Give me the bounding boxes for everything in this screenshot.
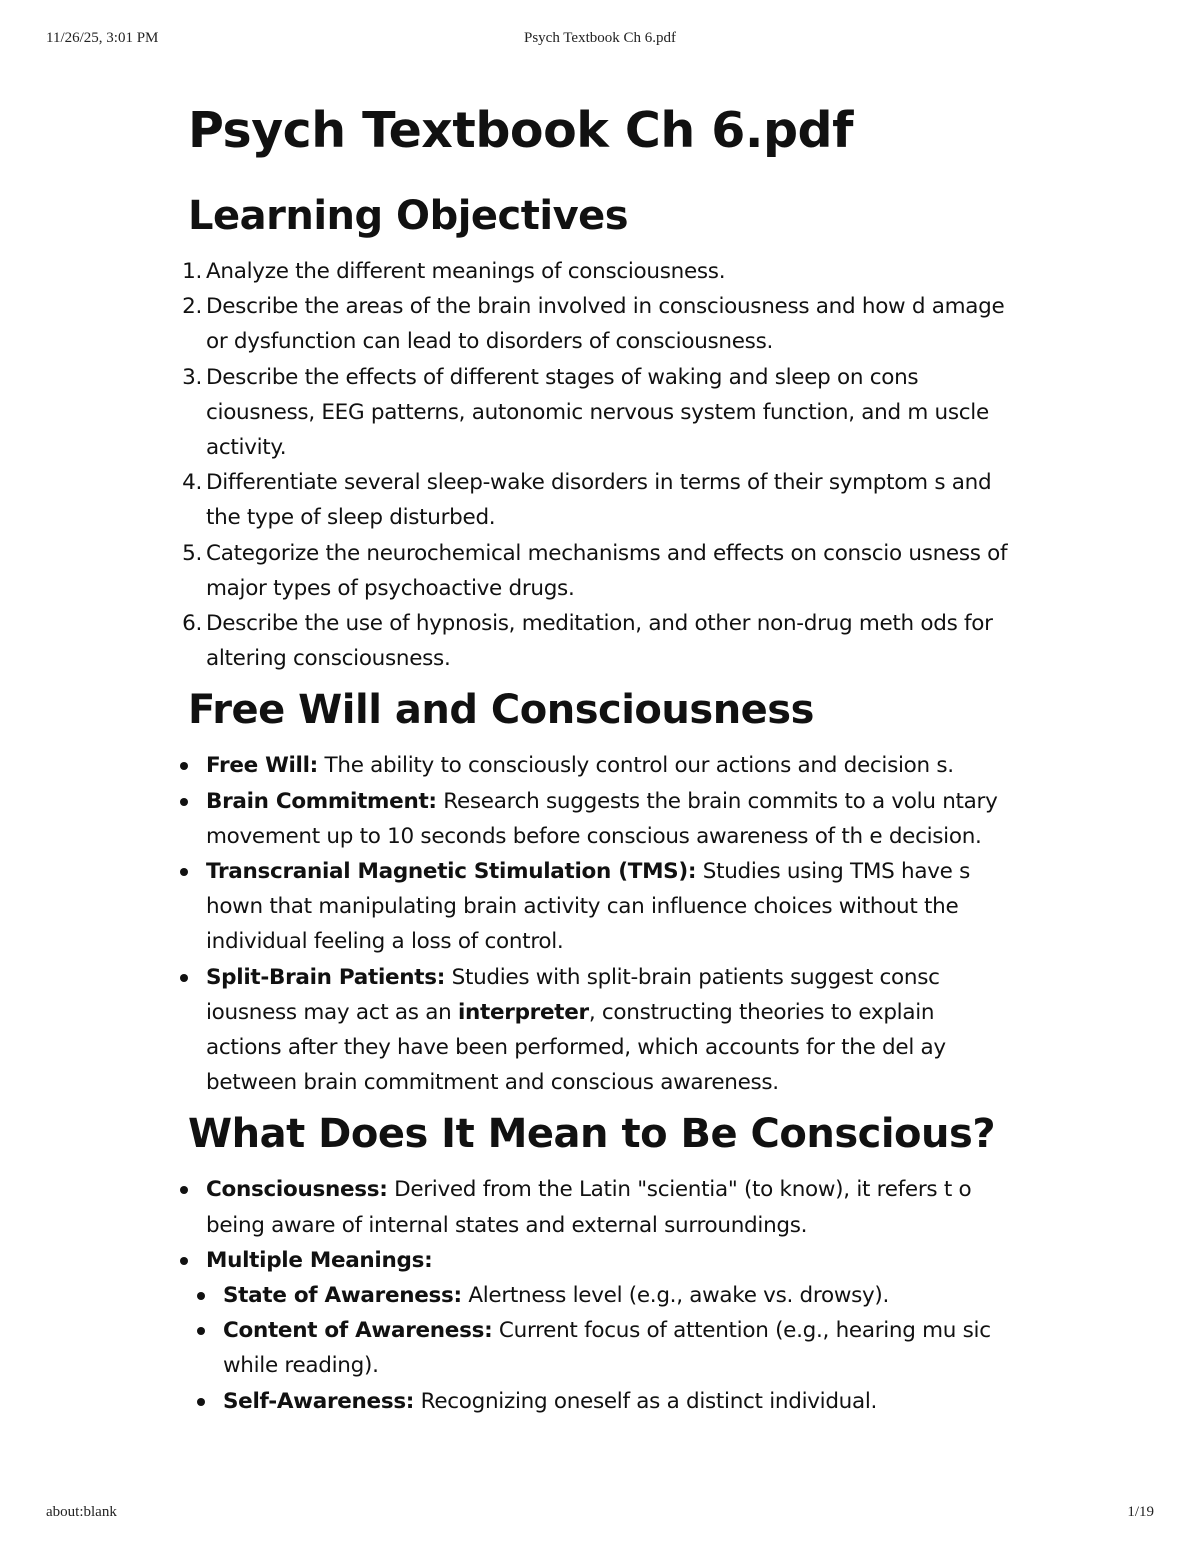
page-number: 1/19 xyxy=(1127,1504,1154,1520)
term-definition: Studies with split-brain patients suggest consc iousness may act as an xyxy=(206,964,940,1025)
list-item xyxy=(188,1384,1014,1419)
term-label: Free Will: xyxy=(206,753,318,779)
list-number: 4. xyxy=(182,470,202,496)
term-definition: The ability to consciously control our actions and decision s. xyxy=(318,753,954,779)
print-footer xyxy=(0,1504,1200,1524)
term-definition: Current focus of attention (e.g., hearing mu sic while reading). xyxy=(223,1318,991,1379)
list-item-text: Analyze the different meanings of consciousness. xyxy=(206,259,726,284)
free-will-list xyxy=(188,748,1028,1100)
list-item xyxy=(188,854,1014,960)
list-item xyxy=(188,1172,1014,1242)
list-number: 1. xyxy=(182,259,202,284)
term-label: State of Awareness: xyxy=(223,1283,462,1309)
list-number: 6. xyxy=(182,611,202,637)
document-title: Psych Textbook Ch 6.pdf xyxy=(188,102,853,159)
learning-objectives-list xyxy=(182,254,1028,676)
term-label: Multiple Meanings: xyxy=(206,1247,433,1273)
list-item xyxy=(182,465,1014,535)
print-header xyxy=(0,30,1200,50)
term-definition: Alertness level (e.g., awake vs. drowsy). xyxy=(461,1283,890,1309)
conscious-list xyxy=(188,1172,1028,1418)
print-url: about:blank xyxy=(46,1504,117,1520)
term-label: Self-Awareness: xyxy=(223,1388,415,1414)
term-label: Consciousness: xyxy=(206,1177,388,1203)
list-number: 2. xyxy=(182,294,202,320)
conscious-heading: What Does It Mean to Be Conscious? xyxy=(188,1111,996,1158)
emphasized-word: interpreter xyxy=(457,999,589,1025)
list-item-text: Differentiate several sleep-wake disorders in terms of their symptom s and the type of sleep disturbed. xyxy=(206,470,992,531)
list-item-text: Describe the areas of the brain involved in consciousness and how d amage or dysfunction can lead to disorders of consciousness. xyxy=(206,294,1005,355)
term-label: Content of Awareness: xyxy=(223,1318,493,1344)
list-item xyxy=(182,536,1014,606)
list-item xyxy=(182,254,1014,289)
term-label: Brain Commitment: xyxy=(206,788,437,814)
list-item-text: Categorize the neurochemical mechanisms and effects on conscio usness of major types of psychoactive drugs. xyxy=(206,540,1008,601)
term-definition-cont: , constructing theories to explain actions after they have been performed, which accounts for the del ay between brain commitment and conscious awareness. xyxy=(206,999,946,1096)
term-definition: Derived from the Latin "scientia" (to know), it refers t o being aware of internal states and external surroundings. xyxy=(206,1177,972,1238)
term-label: Split-Brain Patients: xyxy=(206,964,446,990)
list-item xyxy=(188,960,1014,1101)
list-item-text: Describe the use of hypnosis, meditation, and other non-drug meth ods for altering consciousness. xyxy=(206,611,993,672)
list-item xyxy=(188,1278,1014,1313)
list-number: 5. xyxy=(182,540,202,566)
list-number: 3. xyxy=(182,364,202,390)
print-timestamp: 11/26/25, 3:01 PM xyxy=(46,30,159,46)
term-definition: Recognizing oneself as a distinct individual. xyxy=(414,1388,878,1414)
list-item xyxy=(188,784,1014,854)
term-label: Transcranial Magnetic Stimulation (TMS): xyxy=(206,859,697,885)
free-will-heading: Free Will and Consciousness xyxy=(188,687,814,734)
term-definition: Studies using TMS have s hown that manipulating brain activity can influence choices without the individual feeling a loss of control. xyxy=(206,859,970,955)
document-body xyxy=(182,100,1028,1427)
term-definition: Research suggests the brain commits to a volu ntary movement up to 10 seconds before conscious awareness of th e decision. xyxy=(206,788,998,849)
list-item xyxy=(182,606,1014,676)
learning-objectives-heading: Learning Objectives xyxy=(188,193,629,239)
list-item xyxy=(188,1313,1014,1383)
list-item xyxy=(182,289,1014,359)
list-item xyxy=(188,748,1014,783)
list-item-text: Describe the effects of different stages of waking and sleep on cons ciousness, EEG patterns, autonomic nervous system function, and m uscle activity. xyxy=(206,364,989,461)
multiple-meanings-list xyxy=(188,1278,1014,1419)
list-item xyxy=(182,360,1014,466)
list-item xyxy=(188,1243,1014,1278)
nested-list-container xyxy=(188,1278,1014,1419)
print-doc-title: Psych Textbook Ch 6.pdf xyxy=(523,30,676,46)
